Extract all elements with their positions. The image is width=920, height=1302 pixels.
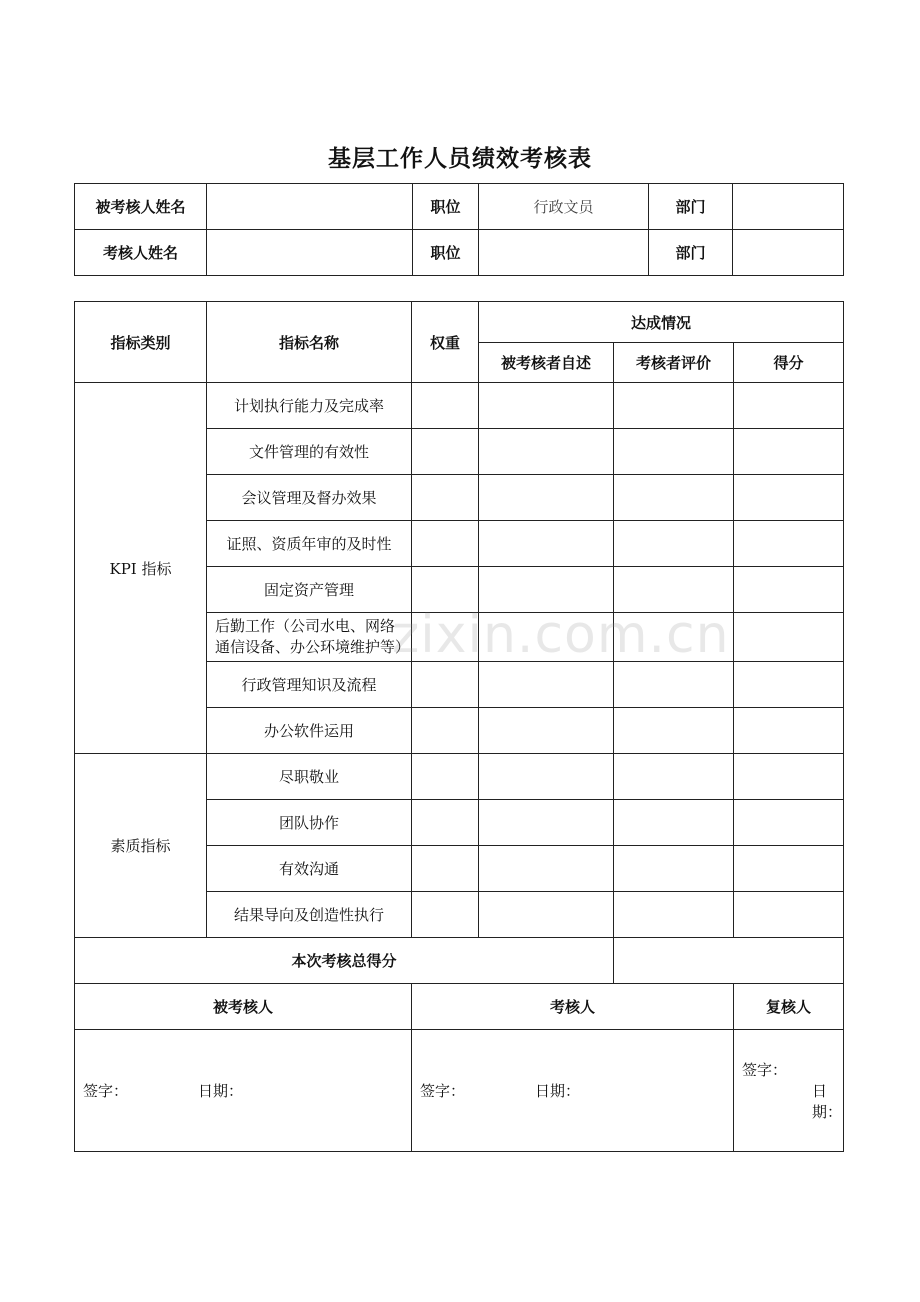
assessor-row	[75, 230, 844, 276]
assessor-position-label: 职位	[413, 230, 479, 276]
indicator-name: 团队协作	[207, 800, 412, 846]
col-self-header: 被考核者自述	[479, 343, 614, 383]
weight-cell[interactable]	[412, 800, 479, 846]
weight-cell[interactable]	[412, 429, 479, 475]
score-cell[interactable]	[734, 429, 844, 475]
score-cell[interactable]	[734, 892, 844, 938]
col-score-header: 得分	[734, 343, 844, 383]
assessor-signature-cell[interactable]	[412, 1030, 734, 1152]
col-review-header: 考核者评价	[614, 343, 734, 383]
review-cell[interactable]	[614, 475, 734, 521]
self-cell[interactable]	[479, 429, 614, 475]
quality-category-cell: 素质指标	[75, 754, 207, 938]
assessee-row	[75, 184, 844, 230]
assessee-name-field[interactable]	[207, 184, 413, 230]
date-label: 日期：	[535, 1082, 581, 1100]
weight-cell[interactable]	[412, 521, 479, 567]
weight-cell[interactable]	[412, 892, 479, 938]
score-cell[interactable]	[734, 708, 844, 754]
self-cell[interactable]	[479, 754, 614, 800]
weight-cell[interactable]	[412, 613, 479, 662]
score-cell[interactable]	[734, 613, 844, 662]
total-score-label: 本次考核总得分	[75, 938, 614, 984]
reviewer-signature-cell[interactable]	[734, 1030, 844, 1152]
indicator-name: 结果导向及创造性执行	[207, 892, 412, 938]
self-cell[interactable]	[479, 475, 614, 521]
indicator-name: 证照、资质年审的及时性	[207, 521, 412, 567]
self-cell[interactable]	[479, 383, 614, 429]
review-cell[interactable]	[614, 708, 734, 754]
assessor-sign-header: 考核人	[412, 984, 734, 1030]
assessee-sign-header: 被考核人	[75, 984, 412, 1030]
indicator-name: 后勤工作（公司水电、网络通信设备、办公环境维护等）	[207, 613, 412, 662]
indicator-name: 会议管理及督办效果	[207, 475, 412, 521]
assessor-name-label: 考核人姓名	[75, 230, 207, 276]
assessor-position-field[interactable]	[479, 230, 649, 276]
date-label: 日期：	[812, 1082, 843, 1121]
score-cell[interactable]	[734, 567, 844, 613]
col-weight-header: 权重	[412, 302, 479, 383]
self-cell[interactable]	[479, 708, 614, 754]
col-achievement-header: 达成情况	[479, 302, 844, 343]
review-cell[interactable]	[614, 892, 734, 938]
weight-cell[interactable]	[412, 662, 479, 708]
review-cell[interactable]	[614, 383, 734, 429]
self-cell[interactable]	[479, 800, 614, 846]
weight-cell[interactable]	[412, 383, 479, 429]
self-cell[interactable]	[479, 521, 614, 567]
weight-cell[interactable]	[412, 754, 479, 800]
indicator-name: 尽职敬业	[207, 754, 412, 800]
self-cell[interactable]	[479, 567, 614, 613]
signature-header-row	[75, 984, 844, 1030]
sign-label: 签字：	[83, 1082, 129, 1100]
score-cell[interactable]	[734, 800, 844, 846]
score-cell[interactable]	[734, 383, 844, 429]
score-cell[interactable]	[734, 846, 844, 892]
assessee-signature-cell[interactable]	[75, 1030, 412, 1152]
total-score-field[interactable]	[614, 938, 844, 984]
indicator-name: 文件管理的有效性	[207, 429, 412, 475]
assessee-position-field[interactable]: 行政文员	[479, 184, 649, 230]
review-cell[interactable]	[614, 429, 734, 475]
weight-cell[interactable]	[412, 846, 479, 892]
weight-cell[interactable]	[412, 708, 479, 754]
self-cell[interactable]	[479, 846, 614, 892]
review-cell[interactable]	[614, 846, 734, 892]
table-row	[75, 383, 844, 429]
indicator-name: 有效沟通	[207, 846, 412, 892]
assessor-dept-label: 部门	[649, 230, 733, 276]
assessee-dept-field[interactable]	[733, 184, 844, 230]
self-cell[interactable]	[479, 892, 614, 938]
kpi-category-cell: KPI 指标	[75, 383, 207, 754]
indicator-name: 行政管理知识及流程	[207, 662, 412, 708]
review-cell[interactable]	[614, 567, 734, 613]
assessee-name-label: 被考核人姓名	[75, 184, 207, 230]
score-cell[interactable]	[734, 475, 844, 521]
header-row-1	[75, 302, 844, 343]
score-cell[interactable]	[734, 521, 844, 567]
personnel-info-table	[74, 183, 844, 276]
reviewer-sign-header: 复核人	[734, 984, 844, 1030]
total-row	[75, 938, 844, 984]
self-cell[interactable]	[479, 662, 614, 708]
date-label: 日期：	[198, 1082, 244, 1100]
self-cell[interactable]	[479, 613, 614, 662]
indicator-name: 计划执行能力及完成率	[207, 383, 412, 429]
review-cell[interactable]	[614, 613, 734, 662]
assessor-name-field[interactable]	[207, 230, 413, 276]
page-title: 基层工作人员绩效考核表	[328, 145, 592, 172]
sign-label: 签字：	[742, 1061, 788, 1079]
weight-cell[interactable]	[412, 475, 479, 521]
review-cell[interactable]	[614, 521, 734, 567]
review-cell[interactable]	[614, 662, 734, 708]
weight-cell[interactable]	[412, 567, 479, 613]
assessment-table	[74, 301, 844, 1152]
assessee-dept-label: 部门	[649, 184, 733, 230]
indicator-name: 办公软件运用	[207, 708, 412, 754]
score-cell[interactable]	[734, 754, 844, 800]
col-category-header: 指标类别	[75, 302, 207, 383]
review-cell[interactable]	[614, 754, 734, 800]
indicator-name: 固定资产管理	[207, 567, 412, 613]
table-row	[75, 754, 844, 800]
watermark: zixin.com.cn	[392, 605, 730, 665]
sign-label: 签字：	[420, 1082, 466, 1100]
col-indicator-header: 指标名称	[207, 302, 412, 383]
assessee-position-label: 职位	[413, 184, 479, 230]
signature-row	[75, 1030, 844, 1152]
score-cell[interactable]	[734, 662, 844, 708]
assessor-dept-field[interactable]	[733, 230, 844, 276]
review-cell[interactable]	[614, 800, 734, 846]
